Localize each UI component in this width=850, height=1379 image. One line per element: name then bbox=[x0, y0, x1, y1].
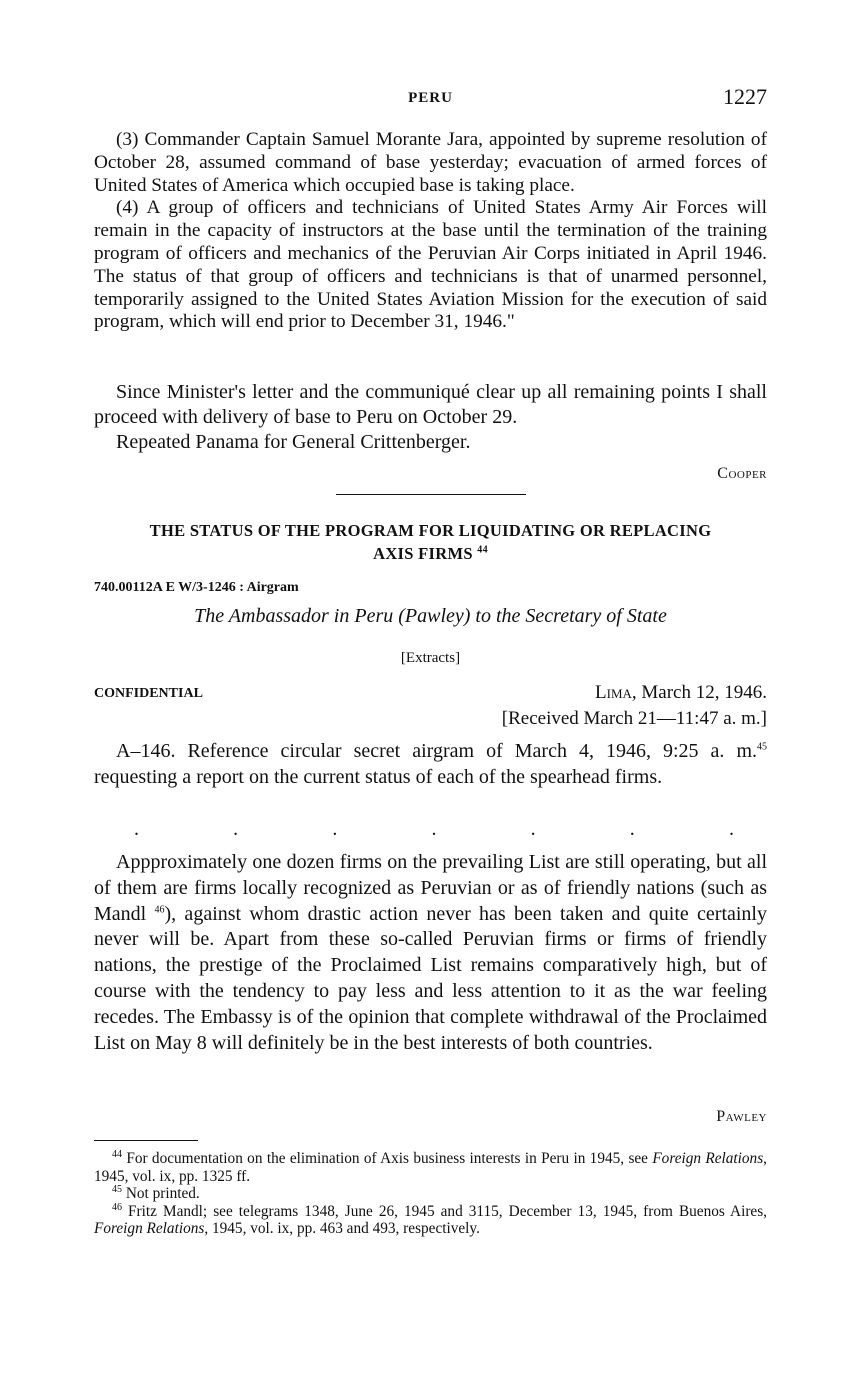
footnote-ref-46: 46 bbox=[154, 903, 165, 915]
signature-pawley: Pawley bbox=[716, 1108, 767, 1125]
footnotes bbox=[94, 1150, 767, 1238]
section-divider bbox=[336, 494, 526, 495]
letter-paragraph-1 bbox=[94, 738, 767, 790]
dot: . bbox=[134, 818, 139, 840]
section-title-line-1: THE STATUS OF THE PROGRAM FOR LIQUIDATING OR REPLACING bbox=[149, 521, 712, 540]
signature-cooper: Cooper bbox=[717, 465, 767, 482]
top-text-block bbox=[94, 129, 767, 334]
repeated-paragraph: Repeated Panama for General Crittenberger. bbox=[116, 431, 471, 453]
footnote-46-title: Foreign Relations bbox=[94, 1220, 205, 1237]
dot: . bbox=[233, 818, 239, 840]
footnote-ref-44: 44 bbox=[477, 544, 488, 556]
reference-text-b: requesting a report on the current status of each of the spearhead firms. bbox=[94, 766, 663, 788]
footnote-44-mark: 44 bbox=[112, 1148, 122, 1160]
closing-text-block bbox=[94, 380, 767, 486]
item-4-paragraph: (4) A group of officers and technicians of United States Army Air Forces will remain in the capacity of instructors at the base until the termination of the training program of officers and mechanics of the Peruvian Air Corps initiated in April 1946. The status of that group of officers and technicians is that of unarmed personnel, temporarily assigned to the United States Aviation Mission for the execution of said program, which will end prior to December 31, 1946." bbox=[94, 197, 767, 333]
status-text-a: Appproximately one dozen firms on the prevailing List are still operating, but all of them are firms locally recognized as Peruvian or as of friendly nations (such as Mandl bbox=[94, 851, 767, 925]
file-reference: 740.00112A E W/3-1246 : Airgram bbox=[94, 580, 299, 595]
footnote-ref-45: 45 bbox=[757, 741, 767, 753]
classification-label: CONFIDENTIAL bbox=[94, 686, 203, 701]
footnote-46 bbox=[94, 1203, 767, 1238]
received-line: [Received March 21—11:47 a. m.] bbox=[501, 708, 767, 729]
omission-dots bbox=[134, 818, 734, 841]
running-head: PERU bbox=[408, 90, 453, 106]
footnote-45-mark: 45 bbox=[112, 1183, 122, 1195]
letter-paragraph-2 bbox=[94, 850, 767, 1056]
page-number: 1227 bbox=[723, 84, 767, 109]
section-title bbox=[94, 519, 767, 565]
reference-text-a: A–146. Reference circular secret airgram of March 4, 1946, 9:25 a. m. bbox=[116, 740, 757, 762]
page-header bbox=[94, 84, 767, 114]
dateline bbox=[502, 680, 767, 732]
section-title-line-2 bbox=[94, 542, 767, 565]
extracts-label: [Extracts] bbox=[400, 650, 461, 666]
item-3-paragraph: (3) Commander Captain Samuel Morante Jara, appointed by supreme resolution of October 28, assumed command of base yesterday; evacuation of armed forces of United States of America which occupied base is taking place. bbox=[94, 129, 767, 196]
dot: . bbox=[431, 818, 437, 840]
status-text-b: ), against whom drastic action never has been taken and quite certainly never will be. Apart from these so-called Peruvian firms or firms of friendly nations, the prestige of the Proclaimed List remains comparatively high, but of course with the tendency to pay less and less attention to it as the war feeling recedes. The Embassy is of the opinion that complete withdrawal of the Proclaimed List on May 8 will definitely be in the best interests of both countries. bbox=[94, 902, 767, 1054]
reference-paragraph bbox=[94, 738, 767, 790]
footnote-44-text-b: , 1945, vol. ix, pp. 1325 ff. bbox=[94, 1150, 767, 1185]
dateline-place-date bbox=[502, 680, 767, 706]
dateline-date: , March 12, 1946. bbox=[631, 682, 767, 703]
footnote-46-text-a: Fritz Mandl; see telegrams 1348, June 26, 1945 and 3115, December 13, 1945, from Buenos Aires, bbox=[122, 1202, 767, 1220]
footnote-44-title: Foreign Relations bbox=[652, 1150, 764, 1167]
dot: . bbox=[332, 818, 338, 840]
dot: . bbox=[629, 818, 635, 840]
dot: . bbox=[530, 818, 536, 840]
section-title-text: AXIS FIRMS bbox=[373, 544, 473, 563]
footnote-rule bbox=[94, 1140, 198, 1141]
footnote-46-text-b: , 1945, vol. ix, pp. 463 and 493, respectively. bbox=[204, 1220, 480, 1237]
document-title: The Ambassador in Peru (Pawley) to the Secretary of State bbox=[194, 605, 667, 627]
dot: . bbox=[728, 818, 734, 840]
dateline-place: Lima bbox=[595, 682, 632, 703]
footnote-44 bbox=[94, 1150, 767, 1185]
footnote-45-text: Not printed. bbox=[122, 1185, 200, 1202]
status-paragraph bbox=[94, 850, 767, 1056]
since-paragraph: Since Minister's letter and the communiqué clear up all remaining points I shall proceed with delivery of base to Peru on October 29. bbox=[94, 381, 767, 428]
footnote-46-mark: 46 bbox=[112, 1201, 122, 1213]
footnote-44-text-a: For documentation on the elimination of Axis business interests in Peru in 1945, see bbox=[122, 1150, 653, 1167]
footnote-45 bbox=[94, 1185, 767, 1203]
